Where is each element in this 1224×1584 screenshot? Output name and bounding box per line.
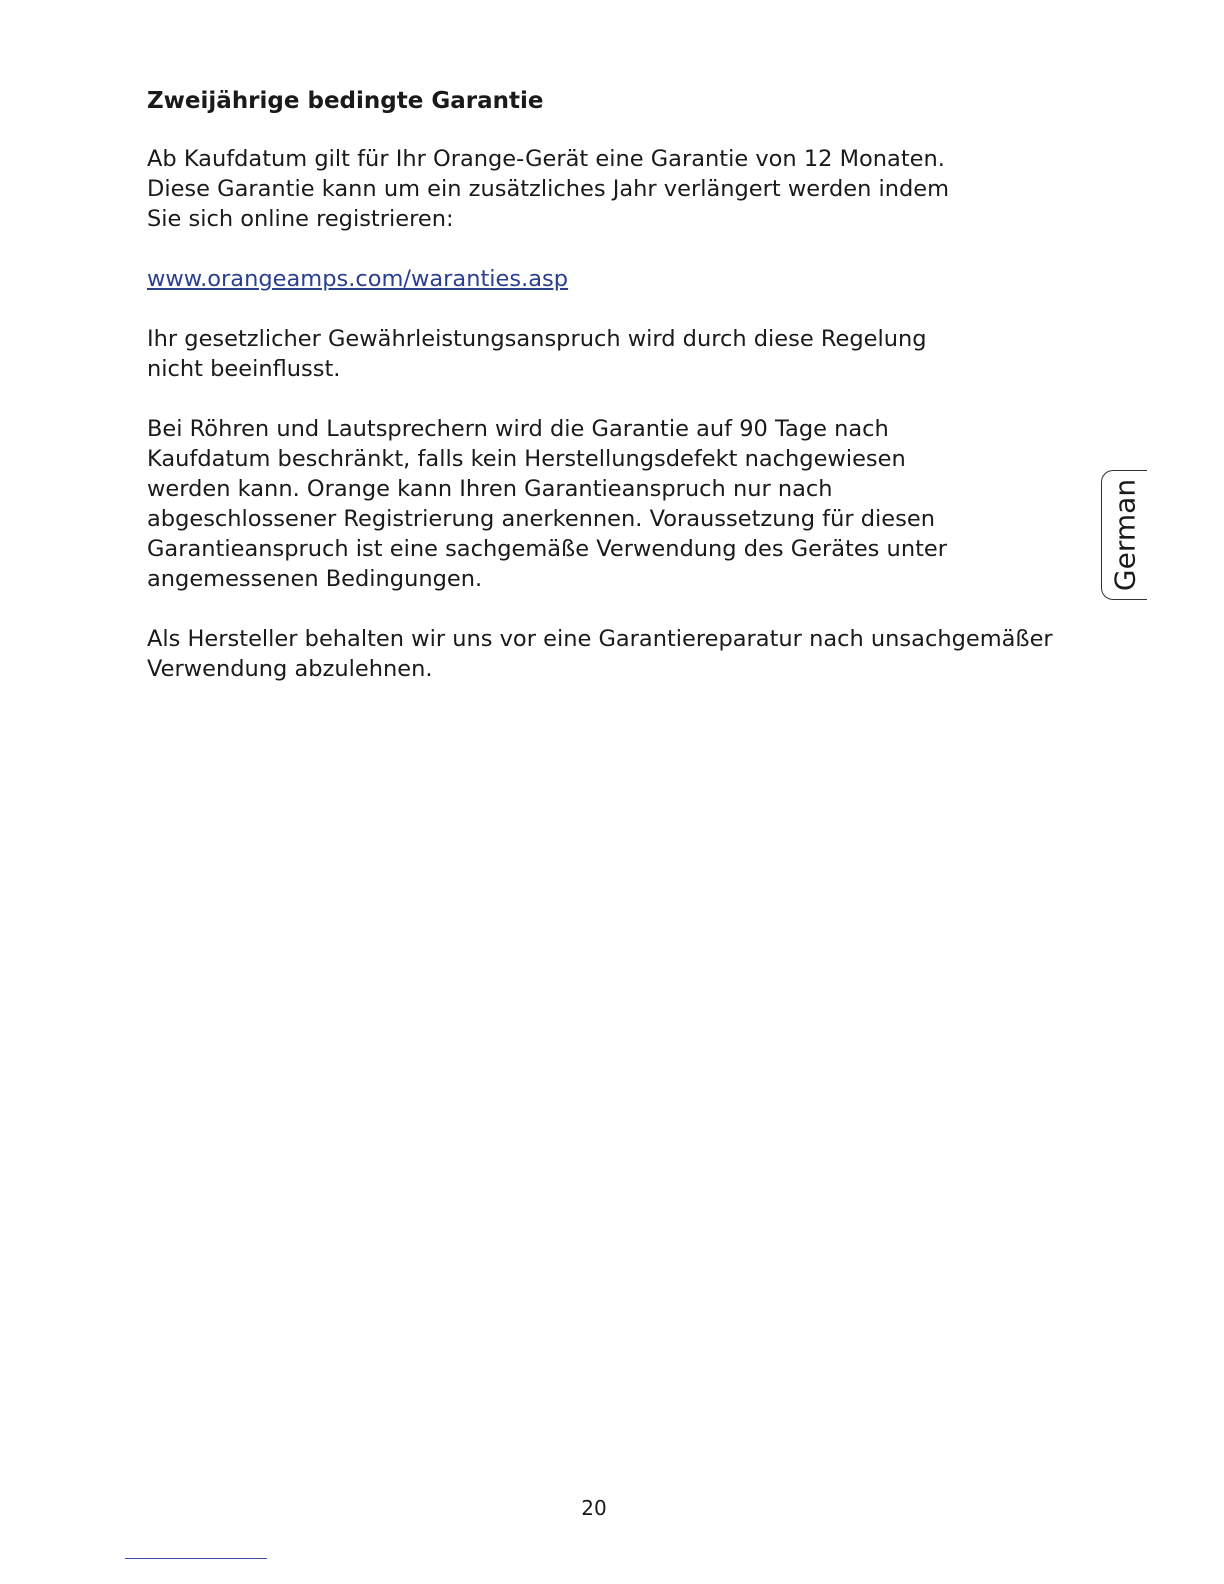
text-line: Ihr gesetzlicher Gewährleistungsanspruch wird durch diese Regelung [147, 326, 927, 352]
text-line: Diese Garantie kann um ein zusätzliches Jahr verlängert werden indem [147, 176, 950, 202]
page-title: Zweijährige bedingte Garantie [147, 88, 544, 114]
text-line: Als Hersteller behalten wir uns vor eine Garantiereparatur nach unsachgemäßer [147, 626, 1053, 652]
language-side-tab [1101, 470, 1147, 600]
text-line: werden kann. Orange kann Ihren Garantieanspruch nur nach [147, 476, 833, 502]
text-line: Sie sich online registrieren: [147, 206, 454, 232]
language-tab-label: German [1108, 478, 1141, 592]
text-line: angemessenen Bedingungen. [147, 566, 483, 592]
text-line: Ab Kaufdatum gilt für Ihr Orange-Gerät eine Garantie von 12 Monaten. [147, 146, 945, 172]
warranty-paragraph-4 [147, 624, 1087, 684]
text-line: Kaufdatum beschränkt, falls kein Herstellungsdefekt nachgewiesen [147, 446, 906, 472]
warranty-paragraph-3 [147, 414, 1087, 594]
footnote-divider [125, 1558, 267, 1559]
text-line: Verwendung abzulehnen. [147, 656, 433, 682]
text-line: nicht beeinflusst. [147, 356, 341, 382]
main-content [147, 88, 1087, 714]
warranty-registration-link[interactable]: www.orangeamps.com/waranties.asp [147, 266, 569, 292]
text-line: abgeschlossener Registrierung anerkennen. Voraussetzung für diesen [147, 506, 935, 532]
warranty-paragraph-2 [147, 324, 1087, 384]
page-number: 20 [581, 1496, 607, 1520]
text-line: Bei Röhren und Lautsprechern wird die Garantie auf 90 Tage nach [147, 416, 889, 442]
text-line: Garantieanspruch ist eine sachgemäße Verwendung des Gerätes unter [147, 536, 947, 562]
warranty-paragraph-1 [147, 144, 1087, 234]
